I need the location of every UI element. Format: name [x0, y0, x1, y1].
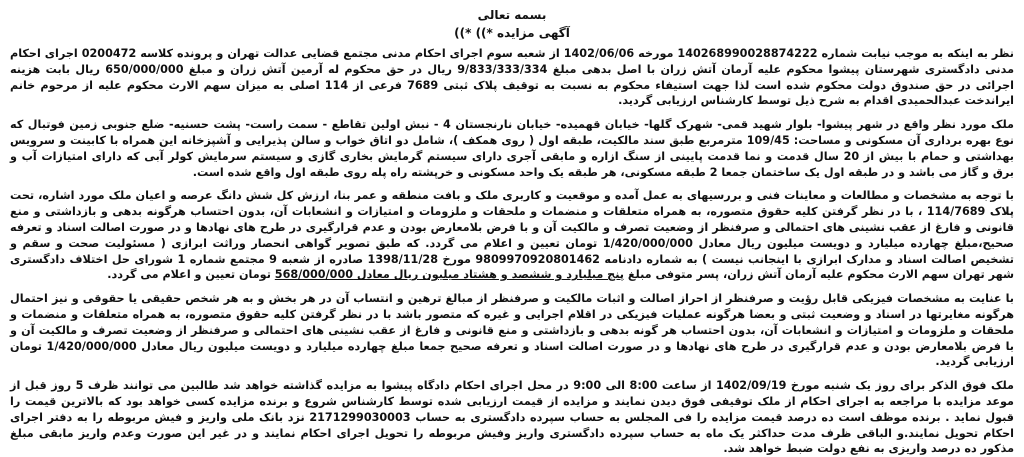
valuation-paragraph	[10, 188, 1014, 283]
document-title: بسمه تعالی	[477, 8, 547, 22]
notice-paragraph: با عنایت به مشخصات فیزیکی قابل رؤیت و صرفنظر از احراز اصالت و اثبات مالکیت و صرفنظر از مبالغ ترهین و انتساب آن در هر بخش و به هر شخص حقیقی یا حقوقی و نیز احتمال هرگونه مغایرتها در اسناد و وضعیت ثبتی و بعضا هرگونه عملیات فیزیکی در اقلام اجرایی و غیره که متصور باشد با در نظر گرفتن کلیه حقوق متصوره، به همراه متعلقات و منضمات و ملحقات و ملزومات و امتیازات و انشعابات آن، بدون احتساب هر گونه بدهی و بازداشتی و منع قانونی و فارغ از عقب نشینی های احتمالی و صرفنظر از وضعیت تصرف و مالکیت آن و با فرض بلامعارض بودن و عدم قرارگیری در طرح های نهادها و در صورت اصالت اسناد و تعرفه صحیح جمعا مبلغ چهارده میلیارد و دویست میلیون ریال معادل 1/420/000/000 تومان ارزیابی گردید.	[10, 292, 1014, 369]
valuation-amount-underlined: پنج میلیارد و ششصد و هشتاد میلیون ریال معادل 568/000/000	[274, 268, 624, 282]
valuation-text-before: با توجه به مشخصات و مطالعات و معاینات فنی و بررسیهای به عمل آمده و موقعیت و کاربری ملک و بافت منطقه و عمر بنا، ارزش کل شش دانگ عرصه و اعیان ملک مورد اشاره، تحت پلاک 114/7689 ، با در نظر گرفتن کلیه حقوق متصوره، به همراه متعلقات و منضمات و ملحقات و ملزومات و امتیازات و انشعابات آن، بدون احتساب هرگونه بدهی و بازداشتی و منع قانونی و فارغ از عقب نشینی های احتمالی و صرفنظر از وضعیت تصرف و مالکیت آن و با فرض بلامعارض بودن و عدم قرارگیری در طرح های نهادها و در صورت اصالت اسناد و تعرفه صحیح،مبلغ چهارده میلیارد و دویست میلیون ریال معادل 1/420/000/000 تومان تعیین و اعلام می گردد. که طبق تصویر گواهی انحصار وراثت ابرازی ( مسئولیت صحت و سقم و تشخیص اصالت اسناد و مدارک ابرازی با اینجانب نیست ) به شماره دادنامه 9809970920801462 مورخ 1398/11/28 صادره از شعبه 9 مجتمع شماره 1 شورای حل اختلاف دادگستری شهر تهران سهم الارث محکوم علیه آرمان آتش زران، پسر متوفی مبلغ	[10, 189, 1014, 282]
auction-terms-paragraph: ملک فوق الذکر برای روز یک شنبه مورخ 1402/09/19 از ساعت 8:00 الی 9:00 در محل اجرای احکام دادگاه پیشوا به مزایده گذاشته خواهد شد طالبین می توانند ظرف 5 روز قبل از موعد مزایده با مراجعه به اجرای احکام از ملک توقیفی فوق دیدن نمایند و مزایده از قیمت ارزیابی شده توسط کارشناس شروع و برنده مزایده کسی خواهد بود که بالاترین قیمت را قبول نماید . برنده موظف است ده درصد قیمت مزایده را فی المجلس به حساب سپرده دادگستری به حساب 2171299030003 نزد بانک ملی واریز و فیش مربوطه را به دفتر اجرای احکام تحویل نمایند.و الباقی ظرف مدت حداکثر یک ماه به حساب سپرده دادگستری واریز وفیش مربوطه را تحویل اجرای احکام نمایند و در غیر این صورت وعدم واریز مابقی مبلغ مذکور ده درصد واریزی به نفع دولت ضبط خواهد شد.	[10, 379, 1015, 456]
intro-paragraph: نظر به اینکه به موجب نیابت شماره 140268990028874222 مورخه 1402/06/06 از شعبه سوم اجرای احکام مدنی مجتمع قضایی عدالت تهران و پرونده کلاسه 0200472 اجرای احکام مدنی دادگستری شهرستان پیشوا محکوم علیه آرمان آتش زران با اصل بدهی مبلغ 9/833/333/334 ریال در حق محکوم له آرمین آتش زران و مبلغ 650/000/000 ریال بابت هزینه اجرائی در حق صندوق دولت محکوم شده است لذا جهت استیفاء محکوم به نسبت به توقیف پلاک ثبتی 7689 فرعی از 114 اصلی به میزان سهم الارث محکوم علیه از مرحوم خانم ایراندخت عبدالحمیدی اقدام به شرح ذیل توسط کارشناس ارزیابی گردید.	[10, 47, 1014, 108]
document-subtitle: آگهی مزایده *)) *))	[454, 26, 570, 40]
property-description-paragraph: ملک مورد نظر واقع در شهر پیشوا- بلوار شهید قمی- شهرک گلها- خیابان قهمیده- خیابان نارنجستان 4 - نبش اولین تقاطع - سمت راست- پشت حسنیه- ضلع جنوبی زمین فوتبال که نوع بهره برداری آن مسکونی و مساحت: 109/45 مترمربع طبق سند مالکیت، طبقه اول ( روی همکف )، شامل دو اتاق خواب و سالن پذیرایی و آشپزخانه این همراه با کابینت و سرویس بهداشتی و حمام با بیش از 20 سال قدمت و نما قدمت پایینی از سنگ ازاره و مابقی آجری دارای سیستم گرمایش بخاری گازی و سیستم سرمایش کولر آبی که دارای امتیازات آب و برق و گاز می باشد و در طبقه اول یک ساختمان جمعا 2 طبقه مسکونی، هر طبقه یک واحد مسکونی و خرپشته راه پله روی طبقه اول واقع شده است.	[10, 118, 1014, 179]
valuation-text-after: تومان تعیین و اعلام می گردد.	[107, 268, 275, 282]
